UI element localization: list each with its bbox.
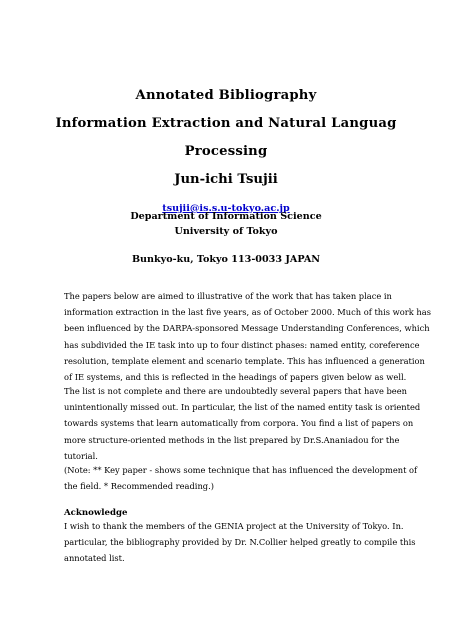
author-email-link[interactable]: tsujii@is.s.u-tokyo.ac.jp bbox=[162, 203, 290, 214]
paragraph-line: information extraction in the last five years, as of October 2000. Much of this work has bbox=[64, 307, 431, 318]
paragraph-line: the field. * Recommended reading.) bbox=[64, 481, 214, 492]
paragraph-line: particular, the bibliography provided by Dr. N.Collier helped greatly to compile this bbox=[64, 537, 416, 548]
note-paragraph bbox=[64, 462, 418, 494]
paragraph-line: annotated list. bbox=[64, 553, 125, 564]
title-line-1: Annotated Bibliography bbox=[135, 88, 317, 103]
paragraph-line: The papers below are aimed to illustrative of the work that has taken place in bbox=[64, 291, 392, 301]
title-line-2: Information Extraction and Natural Languag bbox=[55, 116, 397, 131]
paragraph-line: more structure-oriented methods in the list prepared by Dr.S.Ananiadou for the bbox=[64, 434, 400, 445]
paragraph-line: unintentionally missed out. In particular, the list of the named entity task is oriented bbox=[64, 402, 421, 413]
author-name: Jun-ichi Tsujii bbox=[174, 172, 278, 187]
paragraph-line: tutorial. bbox=[64, 450, 98, 461]
university: University of Tokyo bbox=[174, 226, 278, 237]
intro-paragraph bbox=[64, 288, 431, 385]
title-line-3: Processing bbox=[184, 144, 268, 159]
paragraph-line: been influenced by the DARPA-sponsored Message Understanding Conferences, which bbox=[64, 323, 430, 334]
address: Bunkyo-ku, Tokyo 113-0033 JAPAN bbox=[131, 254, 321, 265]
paragraph-line: The list is not complete and there are undoubtedly several papers that have been bbox=[64, 386, 407, 396]
paragraph-line: has subdivided the IE task into up to four distinct phases: named entity, coreference bbox=[64, 339, 420, 350]
paragraph-line: resolution, template element and scenario template. This has influenced a generation bbox=[64, 355, 425, 366]
acknowledge-paragraph bbox=[64, 518, 416, 567]
list-paragraph bbox=[64, 383, 421, 464]
paragraph-line: I wish to thank the members of the GENIA project at the University of Tokyo. In. bbox=[64, 521, 404, 531]
department: Department of Information Science bbox=[130, 211, 322, 222]
paragraph-line: of IE systems, and this is reflected in the headings of papers given below as well. bbox=[64, 372, 407, 383]
acknowledge-heading: Acknowledge bbox=[64, 508, 128, 518]
paragraph-line: towards systems that learn automatically from corpora. You find a list of papers on bbox=[64, 418, 414, 429]
paragraph-line: (Note: ** Key paper - shows some technique that has influenced the development of bbox=[64, 465, 418, 475]
